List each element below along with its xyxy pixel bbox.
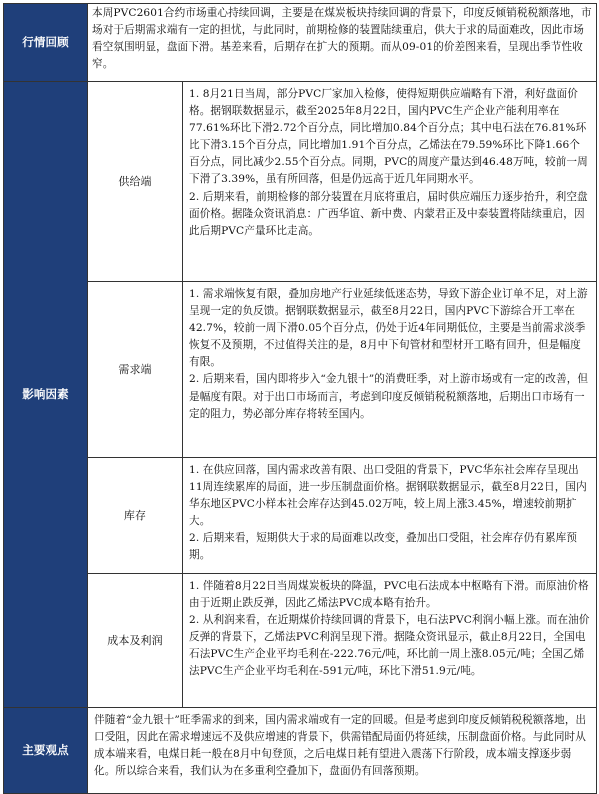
inventory-paragraph: 1. 在供应回落，国内需求改善有限、出口受阻的背景下，PVC华东社会库存呈现出11周连续累库的局面，进一步压制盘面价格。据钢联数据显示，截至8月22日，国内华东地区PVC小样本社会库存达到45.02万吨，较上周上涨3.45%，增速较前期扩大。 — [189, 464, 587, 528]
cost-profit-row — [4, 574, 597, 708]
analysis-table-container — [3, 3, 596, 794]
demand-content — [183, 282, 597, 458]
market-review-text: 本周PVC2601合约市场重心持续回调，主要是在煤炭板块持续回调的背景下，印度反倾销税税额落地，市场对于后期需求端有一定的担忧，与此同时，前期检修的装置陆续重启，供大于求的局面难改，因此市场看空氛围明显，盘面下滑。基差来看，后期存在扩大的预期。而从09-01的价差图来看，呈现出季节性收窄。 — [88, 4, 597, 82]
inventory-row — [4, 458, 597, 574]
inventory-content — [183, 458, 597, 574]
pvc-analysis-table — [3, 3, 597, 794]
cost-profit-paragraph: 2. 从利润来看，在近期煤价持续回调的背景下，电石法PVC利润小幅上涨。而在油价反弹的背景下，乙烯法PVC利润呈现下滑。据隆众资讯显示，截止8月22日，全国电石法PVC生产企业平均毛利在-222.76元/吨，环比前一周上涨8.05元/吨；全国乙烯法PVC生产企业平均毛利在-591元/吨，环比下滑51.9元/吨。 — [189, 614, 590, 678]
market-review-label: 行情回顾 — [4, 4, 88, 82]
factors-label: 影响因素 — [4, 82, 88, 708]
inventory-label: 库存 — [88, 458, 183, 574]
demand-row — [4, 282, 597, 458]
main-view-text: 伴随着“金九银十”旺季需求的到来，国内需求端或有一定的回暖。但是考虑到印度反倾销税税额落地，出口受阻，因此在需求增速远不及供应增速的背景下，供需错配局面仍将延续，压制盘面价格。与此同时从成本端来看，电煤日耗一般在8月中旬登顶，之后电煤日耗有望进入震荡下行阶段，成本端支撑逐步弱化。所以综合来看，我们认为在多重利空叠加下，盘面仍有回落预期。 — [88, 708, 597, 794]
supply-row — [4, 82, 597, 282]
cost-profit-content — [183, 574, 597, 708]
demand-label: 需求端 — [88, 282, 183, 458]
supply-paragraph: 1. 8月21日当周，部分PVC厂家加入检修，使得短期供应端略有下滑，利好盘面价格。据钢联数据显示，截至2025年8月22日，国内PVC生产企业产能利用率在77.61%环比下滑2.72个百分点，同比增加0.84个百分点；其中电石法在76.81%环比下滑3.15个百分点，同比增加1.91个百分点，乙烯法在79.59%环比下降1.66个百分点，同比减少2.55个百分点。同期，PVC的周度产量达到46.48万吨，较前一周下滑了3.39%，虽有所回落，但是仍远高于近几年同期水平。 — [189, 88, 588, 186]
inventory-paragraph: 2. 后期来看，短期供大于求的局面难以改变，叠加出口受阻，社会库存仍有累库预期。 — [189, 532, 578, 562]
demand-paragraph: 2. 后期来看，国内即将步入“金九银十”的消费旺季，对上游市场或有一定的改善，但是幅度有限。对于出口市场而言，考虑到印度反倾销税税额落地，后期出口市场有一定的阻力，势必部分库存将转至国内。 — [189, 373, 589, 420]
supply-label: 供给端 — [88, 82, 183, 282]
main-view-row — [4, 708, 597, 794]
cost-profit-paragraph: 1. 伴随着8月22日当周煤炭板块的降温，PVC电石法成本中枢略有下滑。而原油价格由于近期止跌反弹，因此乙烯法PVC成本略有抬升。 — [189, 580, 589, 610]
cost-profit-label: 成本及利润 — [88, 574, 183, 708]
market-review-row — [4, 4, 597, 82]
main-view-label: 主要观点 — [4, 708, 88, 794]
demand-paragraph: 1. 需求端恢复有限，叠加房地产行业延续低迷态势，导致下游企业订单不足，对上游呈现一定的负反馈。据钢联数据显示，截至8月22日，国内PVC下游综合开工率在42.7%，较前一周下滑0.05个百分点，仍处于近4年同期低位，主要是当前需求淡季恢复不及预期，不过值得关注的是，8月中下旬管材和型材开工略有回升，但是幅度有限。 — [189, 288, 588, 369]
supply-paragraph: 2. 后期来看，前期检修的部分装置在月底将重启，届时供应端压力逐步抬升，利空盘面价格。据隆众资讯消息：广西华谊、新中费、内蒙君正及中泰装置将陆续重启，因此后期PVC产量环比走高。 — [189, 190, 588, 237]
supply-content — [183, 82, 597, 282]
